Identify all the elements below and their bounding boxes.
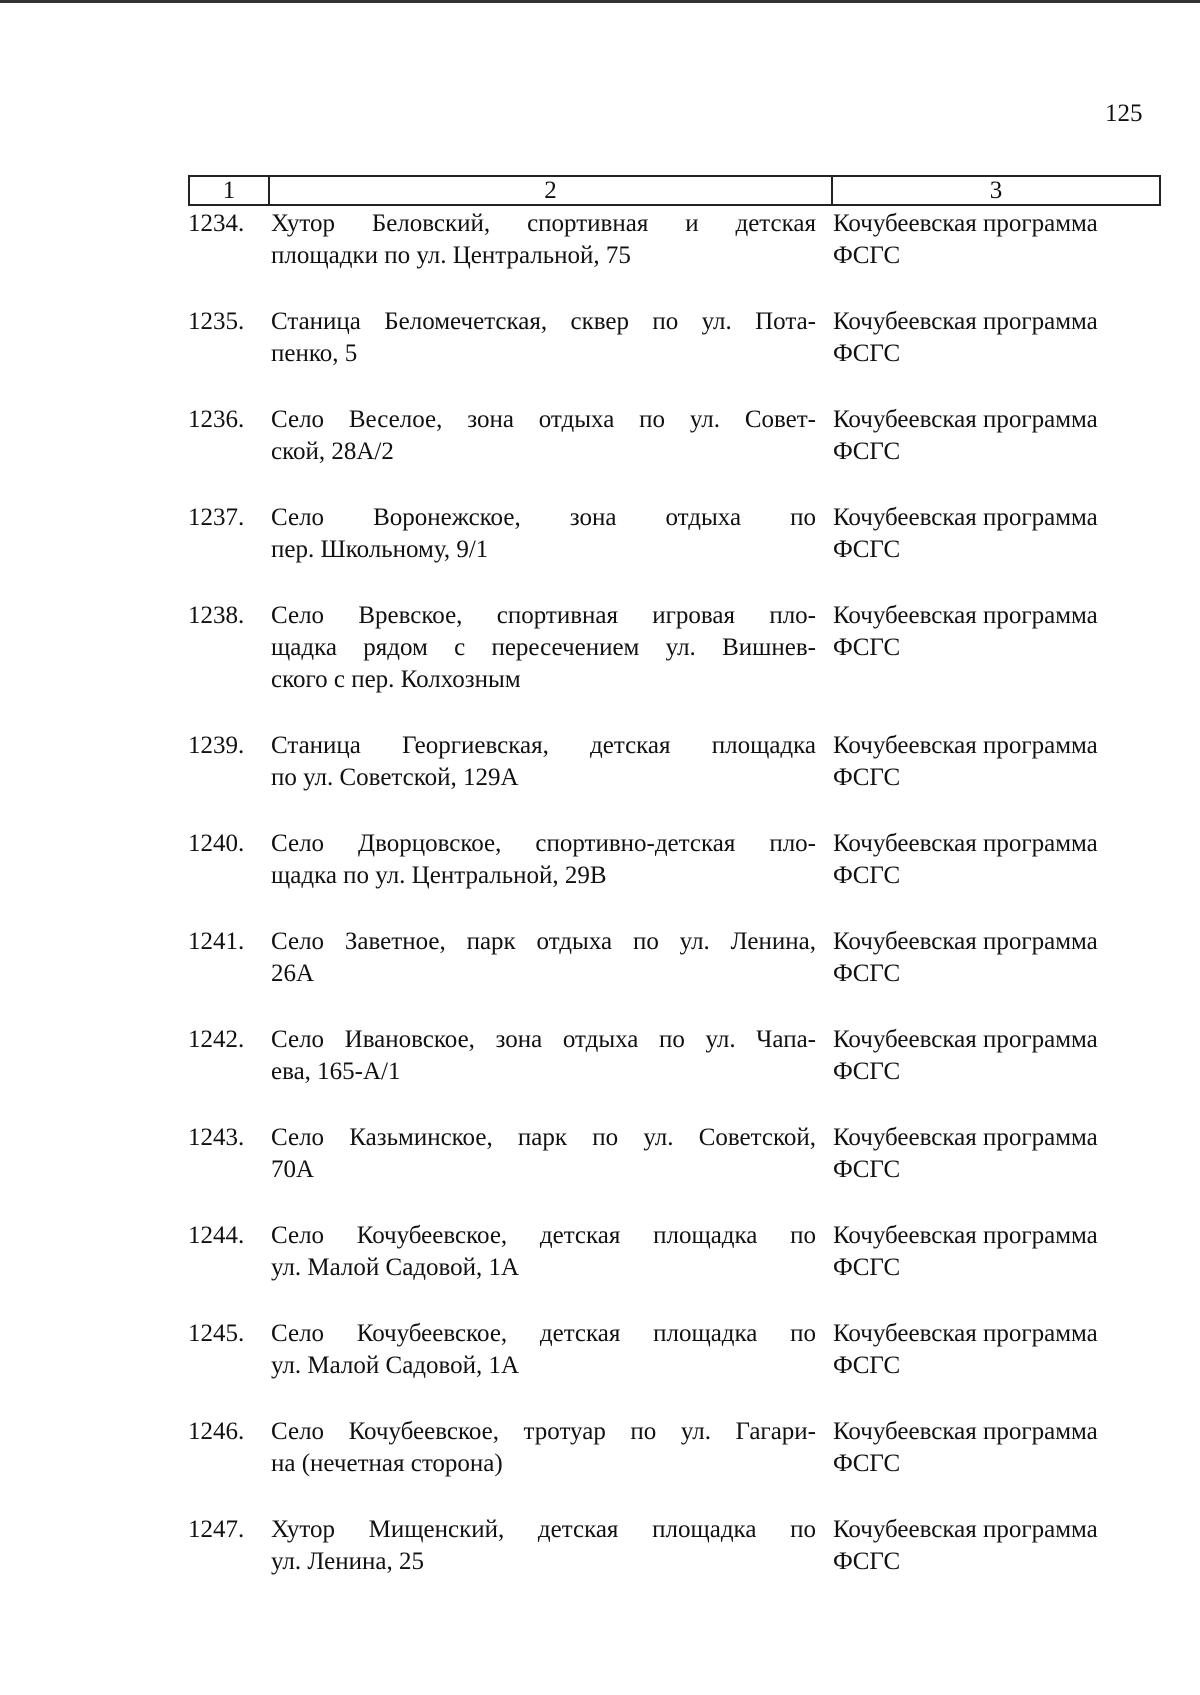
- source-line: Кочубеевская программа: [833, 504, 1098, 531]
- table-row: [188, 1318, 1188, 1382]
- description-line: Село Ивановское, зона отдыха по ул. Чапа-: [271, 1026, 816, 1053]
- row-number: 1237.: [188, 504, 245, 531]
- description-line: ева, 165-А/1: [271, 1058, 401, 1085]
- row-number: 1235.: [188, 308, 245, 335]
- row-source: [833, 1318, 1153, 1382]
- description-line: площадки по ул. Центральной, 75: [271, 242, 631, 269]
- row-source: [833, 306, 1153, 370]
- table-row: [188, 730, 1188, 794]
- page-number: 125: [1105, 100, 1143, 127]
- row-description: [271, 1220, 816, 1284]
- source-line: Кочубеевская программа: [833, 1124, 1098, 1151]
- description-line: по ул. Советской, 129А: [271, 764, 519, 791]
- table-row: [188, 208, 1188, 272]
- source-line: Кочубеевская программа: [833, 1418, 1098, 1445]
- row-source: [833, 502, 1153, 566]
- description-line: ского с пер. Колхозным: [271, 666, 521, 693]
- table-row: [188, 1514, 1188, 1578]
- description-line: Село Заветное, парк отдыха по ул. Ленина,: [271, 928, 816, 955]
- row-number: 1243.: [188, 1124, 245, 1151]
- source-line: Кочубеевская программа: [833, 732, 1098, 759]
- source-line: ФСГС: [833, 1156, 901, 1183]
- table-row: [188, 600, 1188, 696]
- source-line: ФСГС: [833, 1254, 901, 1281]
- description-line: Село Дворцовское, спортивно-детская пло-: [271, 830, 816, 857]
- source-line: ФСГС: [833, 536, 901, 563]
- table-row: [188, 502, 1188, 566]
- row-source: [833, 600, 1153, 696]
- source-line: Кочубеевская программа: [833, 1320, 1098, 1347]
- row-source: [833, 1416, 1153, 1480]
- source-line: Кочубеевская программа: [833, 928, 1098, 955]
- description-line: пенко, 5: [271, 340, 358, 367]
- row-description: [271, 1318, 816, 1382]
- description-line: Село Кочубеевское, детская площадка по: [271, 1320, 816, 1347]
- description-line: Хутор Беловский, спортивная и детская: [271, 210, 816, 237]
- description-line: щадка по ул. Центральной, 29В: [271, 862, 607, 889]
- description-line: ской, 28А/2: [271, 438, 394, 465]
- row-number: 1245.: [188, 1320, 245, 1347]
- row-source: [833, 1220, 1153, 1284]
- source-line: ФСГС: [833, 634, 901, 661]
- row-description: [271, 600, 816, 696]
- source-line: ФСГС: [833, 1450, 901, 1477]
- description-line: пер. Школьному, 9/1: [271, 536, 489, 563]
- row-description: [271, 404, 816, 468]
- row-source: [833, 208, 1153, 272]
- row-source: [833, 828, 1153, 892]
- row-source: [833, 1514, 1153, 1578]
- description-line: ул. Малой Садовой, 1А: [271, 1254, 520, 1281]
- source-line: Кочубеевская программа: [833, 830, 1098, 857]
- table-row: [188, 828, 1188, 892]
- source-line: ФСГС: [833, 764, 901, 791]
- description-line: 26А: [271, 960, 315, 987]
- table-row: [188, 1122, 1188, 1186]
- row-description: [271, 1024, 816, 1088]
- source-line: Кочубеевская программа: [833, 1222, 1098, 1249]
- table-row: [188, 1024, 1188, 1088]
- row-number: 1242.: [188, 1026, 245, 1053]
- table-header: [188, 175, 1161, 206]
- row-description: [271, 306, 816, 370]
- row-number: 1238.: [188, 602, 245, 629]
- source-line: ФСГС: [833, 242, 901, 269]
- description-line: Село Веселое, зона отдыха по ул. Совет-: [271, 406, 816, 433]
- row-description: [271, 1514, 816, 1578]
- table-row: [188, 1416, 1188, 1480]
- description-line: Село Кочубеевское, детская площадка по: [271, 1222, 816, 1249]
- row-number: 1234.: [188, 210, 245, 237]
- row-number: 1239.: [188, 732, 245, 759]
- source-line: ФСГС: [833, 960, 901, 987]
- description-line: Хутор Мищенский, детская площадка по: [271, 1516, 816, 1543]
- source-line: ФСГС: [833, 1548, 901, 1575]
- source-line: Кочубеевская программа: [833, 406, 1098, 433]
- table-row: [188, 306, 1188, 370]
- row-number: 1236.: [188, 406, 245, 433]
- row-source: [833, 926, 1153, 990]
- source-line: ФСГС: [833, 1058, 901, 1085]
- row-source: [833, 1122, 1153, 1186]
- row-number: 1240.: [188, 830, 245, 857]
- row-description: [271, 926, 816, 990]
- source-line: Кочубеевская программа: [833, 308, 1098, 335]
- source-line: Кочубеевская программа: [833, 602, 1098, 629]
- description-line: Станица Георгиевская, детская площадка: [271, 732, 816, 759]
- header-col-2: 2: [270, 177, 833, 204]
- top-rule: [0, 0, 1200, 3]
- source-line: Кочубеевская программа: [833, 1516, 1098, 1543]
- table-body: [188, 208, 1188, 1612]
- description-line: Село Вревское, спортивная игровая пло-: [271, 602, 816, 629]
- row-description: [271, 1416, 816, 1480]
- row-description: [271, 828, 816, 892]
- table-row: [188, 1220, 1188, 1284]
- row-source: [833, 1024, 1153, 1088]
- header-col-1: 1: [190, 177, 270, 204]
- source-line: ФСГС: [833, 438, 901, 465]
- description-line: ул. Ленина, 25: [271, 1548, 424, 1575]
- description-line: Село Воронежское, зона отдыха по: [271, 504, 816, 531]
- row-description: [271, 502, 816, 566]
- table-row: [188, 404, 1188, 468]
- source-line: ФСГС: [833, 862, 901, 889]
- row-number: 1246.: [188, 1418, 245, 1445]
- row-description: [271, 208, 816, 272]
- row-number: 1247.: [188, 1516, 245, 1543]
- description-line: Станица Беломечетская, сквер по ул. Пота-: [271, 308, 816, 335]
- row-description: [271, 730, 816, 794]
- row-source: [833, 404, 1153, 468]
- row-description: [271, 1122, 816, 1186]
- header-col-3: 3: [989, 176, 1003, 204]
- description-line: ул. Малой Садовой, 1А: [271, 1352, 520, 1379]
- row-source: [833, 730, 1153, 794]
- table-row: [188, 926, 1188, 990]
- description-line: на (нечетная сторона): [271, 1450, 503, 1477]
- description-line: Село Кочубеевское, тротуар по ул. Гагари-: [271, 1418, 816, 1445]
- source-line: ФСГС: [833, 340, 901, 367]
- description-line: щадка рядом с пересечением ул. Вишнев-: [271, 634, 816, 661]
- source-line: ФСГС: [833, 1352, 901, 1379]
- description-line: Село Казьминское, парк по ул. Советской,: [271, 1124, 816, 1151]
- description-line: 70А: [271, 1156, 315, 1183]
- source-line: Кочубеевская программа: [833, 1026, 1098, 1053]
- row-number: 1244.: [188, 1222, 245, 1249]
- source-line: Кочубеевская программа: [833, 210, 1098, 237]
- row-number: 1241.: [188, 928, 245, 955]
